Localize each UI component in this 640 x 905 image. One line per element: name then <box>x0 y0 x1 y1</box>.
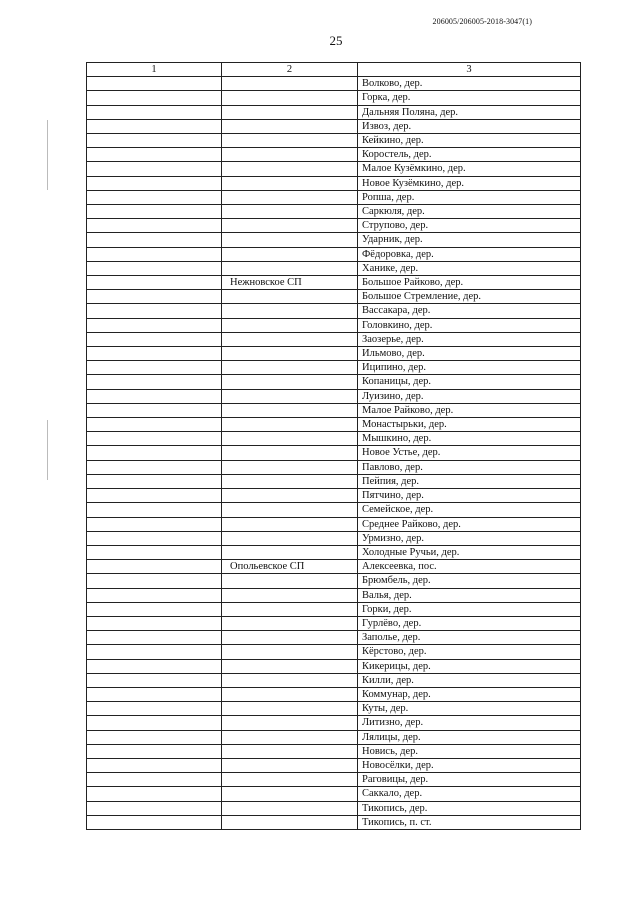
cell-settlement: Луизино, дер. <box>358 389 581 403</box>
cell-settlement: Малое Райково, дер. <box>358 403 581 417</box>
cell-municipality <box>222 233 358 247</box>
table-row <box>87 758 581 772</box>
cell-settlement: Ильмово, дер. <box>358 347 581 361</box>
cell-municipality <box>222 460 358 474</box>
cell-number <box>87 91 222 105</box>
cell-settlement: Извоз, дер. <box>358 119 581 133</box>
cell-settlement: Струпово, дер. <box>358 219 581 233</box>
cell-number <box>87 474 222 488</box>
cell-settlement: Пятчино, дер. <box>358 489 581 503</box>
cell-number <box>87 673 222 687</box>
cell-municipality <box>222 432 358 446</box>
table-row <box>87 545 581 559</box>
cell-settlement: Горка, дер. <box>358 91 581 105</box>
table-row <box>87 744 581 758</box>
cell-settlement: Заозерье, дер. <box>358 332 581 346</box>
cell-number <box>87 659 222 673</box>
table-row <box>87 687 581 701</box>
cell-number <box>87 148 222 162</box>
table-row <box>87 446 581 460</box>
table-row <box>87 105 581 119</box>
table-row <box>87 205 581 219</box>
cell-settlement: Коростель, дер. <box>358 148 581 162</box>
cell-municipality <box>222 503 358 517</box>
table-row <box>87 318 581 332</box>
page-number: 25 <box>329 33 343 48</box>
cell-number <box>87 233 222 247</box>
cell-number <box>87 403 222 417</box>
table-row <box>87 503 581 517</box>
cell-settlement: Килли, дер. <box>358 673 581 687</box>
cell-municipality <box>222 361 358 375</box>
cell-municipality <box>222 659 358 673</box>
cell-settlement: Тикопись, дер. <box>358 801 581 815</box>
cell-municipality <box>222 304 358 318</box>
cell-number <box>87 517 222 531</box>
table-row <box>87 119 581 133</box>
cell-settlement: Пейпия, дер. <box>358 474 581 488</box>
table-row <box>87 531 581 545</box>
table-row <box>87 489 581 503</box>
cell-municipality <box>222 190 358 204</box>
table-row <box>87 233 581 247</box>
cell-number <box>87 432 222 446</box>
cell-number <box>87 773 222 787</box>
cell-number <box>87 758 222 772</box>
cell-settlement: Гурлёво, дер. <box>358 616 581 630</box>
cell-municipality <box>222 418 358 432</box>
cell-municipality <box>222 574 358 588</box>
cell-number <box>87 489 222 503</box>
cell-municipality <box>222 602 358 616</box>
margin-mark-top <box>47 120 48 190</box>
column-header-3: 3 <box>358 63 581 77</box>
cell-settlement: Заполье, дер. <box>358 631 581 645</box>
cell-number <box>87 503 222 517</box>
cell-municipality <box>222 176 358 190</box>
column-header-2: 2 <box>222 63 358 77</box>
cell-number <box>87 190 222 204</box>
cell-number <box>87 702 222 716</box>
cell-municipality <box>222 105 358 119</box>
cell-municipality <box>222 474 358 488</box>
table-row <box>87 787 581 801</box>
table-row <box>87 77 581 91</box>
table-row <box>87 361 581 375</box>
cell-settlement: Фёдоровка, дер. <box>358 247 581 261</box>
cell-number <box>87 389 222 403</box>
cell-municipality <box>222 119 358 133</box>
cell-settlement: Головкино, дер. <box>358 318 581 332</box>
margin-mark-bottom <box>47 420 48 480</box>
cell-settlement: Раговицы, дер. <box>358 773 581 787</box>
cell-municipality <box>222 91 358 105</box>
cell-municipality <box>222 77 358 91</box>
table-row <box>87 702 581 716</box>
cell-municipality <box>222 673 358 687</box>
cell-municipality <box>222 375 358 389</box>
cell-settlement: Вассакара, дер. <box>358 304 581 318</box>
cell-number <box>87 219 222 233</box>
cell-settlement: Кикерицы, дер. <box>358 659 581 673</box>
cell-number <box>87 162 222 176</box>
cell-municipality <box>222 758 358 772</box>
cell-number <box>87 105 222 119</box>
table-row <box>87 190 581 204</box>
cell-settlement: Лялицы, дер. <box>358 730 581 744</box>
cell-municipality <box>222 531 358 545</box>
cell-settlement: Малое Кузёмкино, дер. <box>358 162 581 176</box>
cell-number <box>87 247 222 261</box>
table-row <box>87 659 581 673</box>
cell-number <box>87 460 222 474</box>
table-row <box>87 261 581 275</box>
cell-number <box>87 645 222 659</box>
cell-municipality <box>222 403 358 417</box>
cell-settlement: Новое Кузёмкино, дер. <box>358 176 581 190</box>
cell-number <box>87 560 222 574</box>
cell-settlement: Новосёлки, дер. <box>358 758 581 772</box>
table-row <box>87 602 581 616</box>
cell-settlement: Копаницы, дер. <box>358 375 581 389</box>
cell-number <box>87 205 222 219</box>
cell-settlement: Волково, дер. <box>358 77 581 91</box>
cell-number <box>87 276 222 290</box>
table-header-row <box>87 63 581 77</box>
document-id: 206005/206005-2018-3047(1) <box>432 17 532 26</box>
cell-number <box>87 531 222 545</box>
table-row <box>87 176 581 190</box>
table-row <box>87 134 581 148</box>
cell-number <box>87 119 222 133</box>
cell-municipality <box>222 261 358 275</box>
cell-settlement: Кейкино, дер. <box>358 134 581 148</box>
cell-settlement: Новись, дер. <box>358 744 581 758</box>
cell-settlement: Тикопись, п. ст. <box>358 815 581 829</box>
cell-number <box>87 261 222 275</box>
cell-municipality <box>222 588 358 602</box>
cell-number <box>87 588 222 602</box>
cell-number <box>87 616 222 630</box>
cell-municipality <box>222 773 358 787</box>
cell-settlement: Семейское, дер. <box>358 503 581 517</box>
table-row <box>87 460 581 474</box>
table-row <box>87 815 581 829</box>
cell-number <box>87 446 222 460</box>
table-row <box>87 304 581 318</box>
table-row <box>87 588 581 602</box>
cell-municipality <box>222 219 358 233</box>
cell-municipality <box>222 290 358 304</box>
table-row <box>87 148 581 162</box>
cell-number <box>87 730 222 744</box>
cell-number <box>87 332 222 346</box>
cell-settlement: Дальняя Поляна, дер. <box>358 105 581 119</box>
cell-municipality <box>222 687 358 701</box>
cell-municipality <box>222 247 358 261</box>
cell-municipality <box>222 801 358 815</box>
cell-settlement: Среднее Райково, дер. <box>358 517 581 531</box>
cell-municipality <box>222 517 358 531</box>
cell-municipality <box>222 446 358 460</box>
cell-municipality <box>222 489 358 503</box>
cell-number <box>87 602 222 616</box>
table-row <box>87 162 581 176</box>
cell-settlement: Куты, дер. <box>358 702 581 716</box>
cell-settlement: Холодные Ручьи, дер. <box>358 545 581 559</box>
cell-municipality <box>222 318 358 332</box>
cell-number <box>87 361 222 375</box>
table-row <box>87 375 581 389</box>
cell-settlement: Мышкино, дер. <box>358 432 581 446</box>
cell-municipality <box>222 716 358 730</box>
column-header-1: 1 <box>87 63 222 77</box>
table-body <box>87 77 581 830</box>
cell-number <box>87 77 222 91</box>
cell-municipality <box>222 645 358 659</box>
cell-settlement: Саркюля, дер. <box>358 205 581 219</box>
cell-number <box>87 716 222 730</box>
settlements-table <box>86 62 581 830</box>
cell-number <box>87 801 222 815</box>
cell-settlement: Ударник, дер. <box>358 233 581 247</box>
cell-municipality <box>222 347 358 361</box>
cell-municipality <box>222 148 358 162</box>
cell-settlement: Саккало, дер. <box>358 787 581 801</box>
cell-municipality <box>222 332 358 346</box>
cell-settlement: Иципино, дер. <box>358 361 581 375</box>
table-row <box>87 474 581 488</box>
cell-number <box>87 574 222 588</box>
table-row <box>87 332 581 346</box>
cell-municipality <box>222 744 358 758</box>
cell-number <box>87 787 222 801</box>
cell-municipality <box>222 730 358 744</box>
cell-number <box>87 134 222 148</box>
cell-settlement: Коммунар, дер. <box>358 687 581 701</box>
cell-settlement: Литизно, дер. <box>358 716 581 730</box>
table-row <box>87 616 581 630</box>
cell-municipality <box>222 162 358 176</box>
table-row <box>87 403 581 417</box>
cell-number <box>87 418 222 432</box>
cell-municipality <box>222 702 358 716</box>
cell-number <box>87 687 222 701</box>
cell-municipality <box>222 134 358 148</box>
cell-number <box>87 290 222 304</box>
cell-municipality <box>222 389 358 403</box>
cell-settlement: Алексеевка, пос. <box>358 560 581 574</box>
cell-municipality <box>222 545 358 559</box>
cell-settlement: Урмизно, дер. <box>358 531 581 545</box>
table-row <box>87 730 581 744</box>
cell-municipality <box>222 616 358 630</box>
table-row <box>87 631 581 645</box>
cell-municipality <box>222 631 358 645</box>
cell-settlement: Горки, дер. <box>358 602 581 616</box>
table-row <box>87 773 581 787</box>
cell-settlement: Павлово, дер. <box>358 460 581 474</box>
cell-municipality <box>222 205 358 219</box>
table-row <box>87 560 581 574</box>
cell-settlement: Монастырьки, дер. <box>358 418 581 432</box>
cell-number <box>87 318 222 332</box>
table-row <box>87 716 581 730</box>
cell-settlement: Большое Райково, дер. <box>358 276 581 290</box>
cell-number <box>87 304 222 318</box>
cell-settlement: Новое Устье, дер. <box>358 446 581 460</box>
cell-number <box>87 744 222 758</box>
cell-settlement: Большое Стремление, дер. <box>358 290 581 304</box>
cell-settlement: Ропша, дер. <box>358 190 581 204</box>
table-row <box>87 645 581 659</box>
table-row <box>87 276 581 290</box>
table-row <box>87 91 581 105</box>
cell-number <box>87 815 222 829</box>
table-row <box>87 219 581 233</box>
table-row <box>87 673 581 687</box>
cell-municipality: Нежновское СП <box>222 276 358 290</box>
cell-municipality <box>222 815 358 829</box>
cell-settlement: Брюмбель, дер. <box>358 574 581 588</box>
cell-number <box>87 545 222 559</box>
table-row <box>87 418 581 432</box>
cell-settlement: Валья, дер. <box>358 588 581 602</box>
cell-settlement: Ханике, дер. <box>358 261 581 275</box>
cell-municipality: Опольевское СП <box>222 560 358 574</box>
table-row <box>87 347 581 361</box>
table-row <box>87 247 581 261</box>
cell-number <box>87 375 222 389</box>
cell-settlement: Кёрстово, дер. <box>358 645 581 659</box>
cell-number <box>87 176 222 190</box>
cell-number <box>87 347 222 361</box>
cell-number <box>87 631 222 645</box>
table-row <box>87 574 581 588</box>
table-row <box>87 801 581 815</box>
table-row <box>87 517 581 531</box>
table-row <box>87 389 581 403</box>
table-row <box>87 290 581 304</box>
cell-municipality <box>222 787 358 801</box>
table-row <box>87 432 581 446</box>
